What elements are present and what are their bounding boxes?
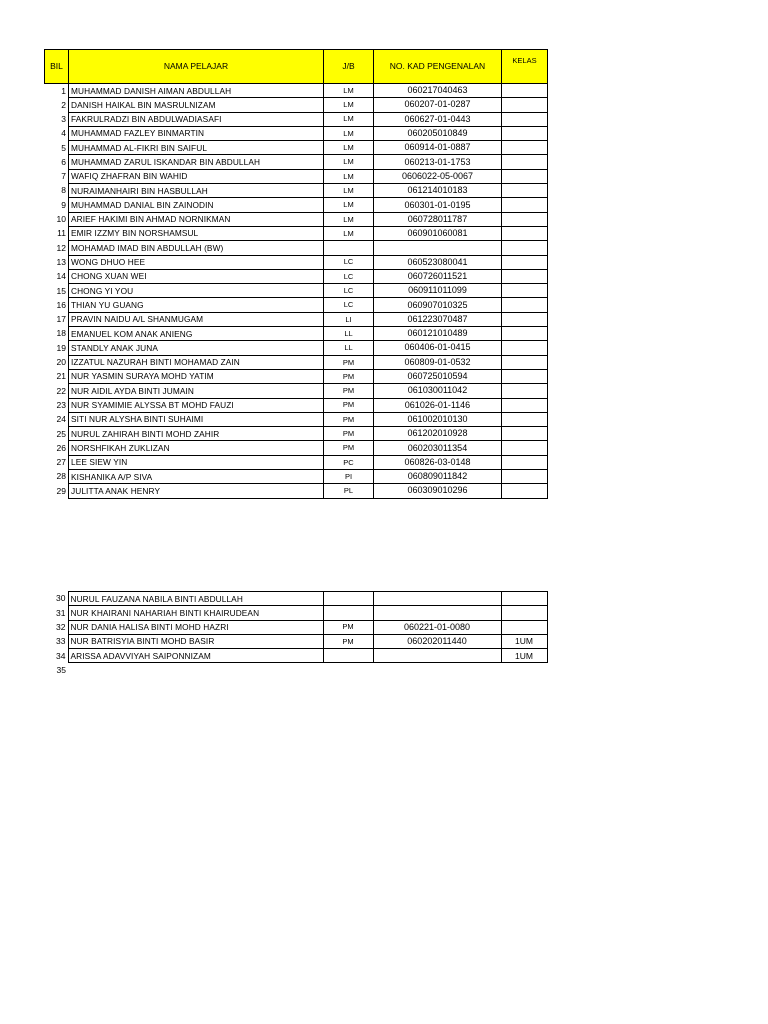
- cell-kelas: [502, 455, 548, 469]
- cell-bil: 11: [57, 228, 66, 239]
- cell-ic: [373, 649, 501, 663]
- cell-jb: LM: [324, 198, 374, 212]
- student-table-main: [44, 49, 548, 499]
- cell-bil: 35: [56, 664, 66, 675]
- cell-jb: [323, 649, 373, 663]
- cell-ic: 060221-01-0080: [373, 620, 501, 634]
- cell-kelas: [502, 284, 548, 298]
- cell-bil: 23: [56, 399, 66, 410]
- cell-bil: 22: [56, 385, 66, 396]
- cell-bil: 28: [56, 471, 66, 482]
- cell-kelas: [502, 441, 548, 455]
- table-row: [45, 441, 548, 455]
- cell-kelas: [502, 484, 548, 498]
- cell-kelas: 1UM: [501, 649, 547, 663]
- cell-nama: NORSHFIKAH ZUKLIZAN: [69, 441, 324, 455]
- cell-nama: ARISSA ADAVVIYAH SAIPONNIZAM: [68, 649, 323, 663]
- cell-ic: 060911011099: [374, 284, 502, 298]
- cell-kelas: [502, 412, 548, 426]
- cell-nama: MUHAMMAD DANISH AIMAN ABDULLAH: [69, 84, 324, 98]
- table-row: [45, 470, 548, 484]
- cell-nama: ARIEF HAKIMI BIN AHMAD NORNIKMAN: [69, 212, 324, 226]
- table-row: [45, 369, 548, 383]
- cell-kelas: [502, 470, 548, 484]
- cell-jb: LL: [324, 341, 374, 355]
- cell-bil: 5: [61, 142, 66, 153]
- cell-ic: 060725010594: [374, 369, 502, 383]
- table-row: [45, 384, 548, 398]
- cell-bil: 9: [61, 199, 66, 210]
- cell-nama: CHONG XUAN WEI: [69, 269, 324, 283]
- cell-nama: MUHAMMAD ZARUL ISKANDAR BIN ABDULLAH: [69, 155, 324, 169]
- table-row: [45, 312, 548, 326]
- cell-bil: 1: [61, 85, 66, 96]
- cell-ic: 060809-01-0532: [374, 355, 502, 369]
- table-row: [45, 241, 548, 255]
- cell-ic: 060726011521: [374, 269, 502, 283]
- cell-jb: PM: [323, 634, 373, 648]
- cell-kelas: [502, 169, 548, 183]
- cell-ic: 060728011787: [374, 212, 502, 226]
- table-row: [44, 592, 547, 606]
- cell-jb: PI: [324, 470, 374, 484]
- cell-nama: EMANUEL KOM ANAK ANIENG: [69, 327, 324, 341]
- cell-kelas: [501, 606, 547, 620]
- cell-kelas: [502, 355, 548, 369]
- cell-bil: 3: [61, 113, 66, 124]
- table-row: [44, 620, 547, 634]
- cell-nama: NURUL FAUZANA NABILA BINTI ABDULLAH: [68, 592, 323, 606]
- table-row: [44, 663, 547, 677]
- cell-bil: 30: [56, 593, 66, 604]
- cell-ic: 060914-01-0887: [374, 141, 502, 155]
- cell-kelas: 1UM: [501, 634, 547, 648]
- cell-ic: 060627-01-0443: [374, 112, 502, 126]
- cell-jb: PL: [324, 484, 374, 498]
- cell-bil: 16: [56, 299, 66, 310]
- cell-jb: PM: [324, 384, 374, 398]
- cell-bil: 12: [56, 242, 66, 253]
- cell-kelas: [502, 269, 548, 283]
- cell-ic: 060202011440: [373, 634, 501, 648]
- cell-kelas: [501, 592, 547, 606]
- cell-nama: NURUL ZAHIRAH BINTI MOHD ZAHIR: [69, 427, 324, 441]
- cell-jb: LM: [324, 84, 374, 98]
- cell-ic: 060121010489: [374, 327, 502, 341]
- table-row: [45, 412, 548, 426]
- cell-bil: 10: [56, 214, 66, 225]
- header-ic: NO. KAD PENGENALAN: [374, 50, 502, 84]
- cell-kelas: [502, 312, 548, 326]
- cell-kelas: [502, 398, 548, 412]
- cell-nama: NUR BATRISYIA BINTI MOHD BASIR: [68, 634, 323, 648]
- cell-jb: LC: [324, 269, 374, 283]
- cell-bil: 24: [56, 414, 66, 425]
- cell-bil: 7: [61, 171, 66, 182]
- cell-kelas: [502, 241, 548, 255]
- cell-nama: EMIR IZZMY BIN NORSHAMSUL: [69, 226, 324, 240]
- table-row: [45, 298, 548, 312]
- table-row: [45, 112, 548, 126]
- cell-bil: 33: [56, 636, 66, 647]
- header-jb: J/B: [324, 50, 374, 84]
- cell-ic: 061214010183: [374, 184, 502, 198]
- cell-ic: 060217040463: [374, 84, 502, 98]
- cell-jb: PM: [324, 369, 374, 383]
- cell-jb: PM: [324, 355, 374, 369]
- cell-jb: LM: [324, 155, 374, 169]
- table-row: [45, 84, 548, 98]
- cell-ic: 061030011042: [374, 384, 502, 398]
- cell-nama: DANISH HAIKAL BIN MASRULNIZAM: [69, 98, 324, 112]
- cell-bil: 34: [56, 650, 66, 661]
- cell-bil: 8: [61, 185, 66, 196]
- cell-kelas: [502, 341, 548, 355]
- cell-kelas: [501, 620, 547, 634]
- cell-bil: 4: [61, 128, 66, 139]
- cell-ic: 061002010130: [374, 412, 502, 426]
- cell-jb: LM: [324, 126, 374, 140]
- cell-ic: 060406-01-0415: [374, 341, 502, 355]
- cell-kelas: [502, 327, 548, 341]
- table-row: [45, 484, 548, 498]
- cell-bil: 21: [56, 371, 66, 382]
- table-row: [45, 169, 548, 183]
- cell-jb: PM: [324, 412, 374, 426]
- cell-nama: THIAN YU GUANG: [69, 298, 324, 312]
- cell-kelas: [502, 98, 548, 112]
- cell-ic: [373, 663, 501, 677]
- cell-jb: LM: [324, 169, 374, 183]
- table-row: [44, 606, 547, 620]
- cell-jb: LM: [324, 141, 374, 155]
- cell-ic: 060205010849: [374, 126, 502, 140]
- cell-ic: 061026-01-1146: [374, 398, 502, 412]
- cell-kelas: [502, 369, 548, 383]
- cell-bil: 18: [56, 328, 66, 339]
- table-row: [45, 398, 548, 412]
- cell-jb: [323, 592, 373, 606]
- cell-kelas: [502, 184, 548, 198]
- cell-jb: PM: [324, 398, 374, 412]
- cell-nama: [68, 663, 323, 677]
- cell-jb: LM: [324, 212, 374, 226]
- cell-ic: 060523080041: [374, 255, 502, 269]
- cell-bil: 13: [56, 256, 66, 267]
- cell-jb: LL: [324, 327, 374, 341]
- cell-nama: NUR AIDIL AYDA BINTI JUMAIN: [69, 384, 324, 398]
- cell-nama: NUR KHAIRANI NAHARIAH BINTI KHAIRUDEAN: [68, 606, 323, 620]
- cell-jb: LI: [324, 312, 374, 326]
- cell-ic: 060901060081: [374, 226, 502, 240]
- cell-bil: 29: [56, 485, 66, 496]
- table-row: [45, 269, 548, 283]
- cell-bil: 32: [56, 621, 66, 632]
- cell-nama: CHONG YI YOU: [69, 284, 324, 298]
- cell-bil: 26: [56, 442, 66, 453]
- cell-ic: 060203011354: [374, 441, 502, 455]
- cell-ic: 0606022-05-0067: [374, 169, 502, 183]
- student-table-extra: [44, 591, 548, 677]
- cell-bil: 2: [61, 99, 66, 110]
- table-row: [45, 355, 548, 369]
- table-row: [45, 198, 548, 212]
- cell-kelas: [502, 84, 548, 98]
- cell-nama: MOHAMAD IMAD BIN ABDULLAH (BW): [69, 241, 324, 255]
- cell-nama: STANDLY ANAK JUNA: [69, 341, 324, 355]
- cell-bil: 6: [61, 156, 66, 167]
- cell-nama: LEE SIEW YIN: [69, 455, 324, 469]
- cell-jb: PM: [324, 441, 374, 455]
- cell-nama: SITI NUR ALYSHA BINTI SUHAIMI: [69, 412, 324, 426]
- cell-bil: 31: [56, 607, 66, 618]
- cell-jb: LC: [324, 284, 374, 298]
- cell-jb: LC: [324, 298, 374, 312]
- table-row: [45, 155, 548, 169]
- cell-jb: [324, 241, 374, 255]
- cell-nama: WAFIQ ZHAFRAN BIN WAHID: [69, 169, 324, 183]
- table-row: [45, 184, 548, 198]
- cell-kelas: [502, 384, 548, 398]
- cell-jb: LM: [324, 98, 374, 112]
- cell-jb: LM: [324, 226, 374, 240]
- cell-nama: NURAIMANHAIRI BIN HASBULLAH: [69, 184, 324, 198]
- cell-ic: [373, 606, 501, 620]
- cell-nama: PRAVIN NAIDU A/L SHANMUGAM: [69, 312, 324, 326]
- cell-nama: MUHAMMAD DANIAL BIN ZAINODIN: [69, 198, 324, 212]
- cell-kelas: [502, 126, 548, 140]
- cell-jb: PM: [323, 620, 373, 634]
- cell-kelas: [502, 112, 548, 126]
- cell-bil: 20: [56, 357, 66, 368]
- cell-bil: 25: [56, 428, 66, 439]
- cell-kelas: [501, 663, 547, 677]
- table-row: [45, 327, 548, 341]
- table-row: [45, 126, 548, 140]
- cell-nama: NUR DANIA HALISA BINTI MOHD HAZRI: [68, 620, 323, 634]
- cell-nama: MUHAMMAD FAZLEY BINMARTIN: [69, 126, 324, 140]
- cell-nama: KISHANIKA A/P SIVA: [69, 470, 324, 484]
- cell-bil: 14: [56, 271, 66, 282]
- cell-nama: WONG DHUO HEE: [69, 255, 324, 269]
- cell-nama: JULITTA ANAK HENRY: [69, 484, 324, 498]
- table-row: [45, 427, 548, 441]
- cell-jb: LC: [324, 255, 374, 269]
- cell-ic: [373, 592, 501, 606]
- cell-jb: PM: [324, 427, 374, 441]
- cell-ic: 060907010325: [374, 298, 502, 312]
- cell-ic: [374, 241, 502, 255]
- cell-kelas: [502, 298, 548, 312]
- cell-jb: [323, 606, 373, 620]
- cell-nama: FAKRULRADZI BIN ABDULWADIASAFI: [69, 112, 324, 126]
- cell-ic: 061223070487: [374, 312, 502, 326]
- cell-bil: 17: [56, 314, 66, 325]
- table-row: [45, 255, 548, 269]
- table-row: [45, 341, 548, 355]
- table-row: [45, 226, 548, 240]
- cell-jb: PC: [324, 455, 374, 469]
- table-row: [45, 284, 548, 298]
- cell-kelas: [502, 427, 548, 441]
- header-bil: BIL: [45, 50, 69, 84]
- cell-ic: 060207-01-0287: [374, 98, 502, 112]
- table-row: [45, 141, 548, 155]
- cell-nama: NUR SYAMIMIE ALYSSA BT MOHD FAUZI: [69, 398, 324, 412]
- cell-kelas: [502, 198, 548, 212]
- cell-ic: 060826-03-0148: [374, 455, 502, 469]
- cell-nama: MUHAMMAD AL-FIKRI BIN SAIFUL: [69, 141, 324, 155]
- table-row: [45, 212, 548, 226]
- cell-bil: 27: [56, 457, 66, 468]
- cell-ic: 061202010928: [374, 427, 502, 441]
- cell-kelas: [502, 226, 548, 240]
- cell-ic: 060213-01-1753: [374, 155, 502, 169]
- cell-jb: LM: [324, 184, 374, 198]
- cell-ic: 060809011842: [374, 470, 502, 484]
- cell-ic: 060301-01-0195: [374, 198, 502, 212]
- table-row: [45, 455, 548, 469]
- cell-kelas: [502, 141, 548, 155]
- cell-kelas: [502, 255, 548, 269]
- cell-nama: NUR YASMIN SURAYA MOHD YATIM: [69, 369, 324, 383]
- cell-jb: [323, 663, 373, 677]
- table-header-row: [45, 50, 548, 84]
- header-nama: NAMA PELAJAR: [69, 50, 324, 84]
- cell-nama: IZZATUL NAZURAH BINTI MOHAMAD ZAIN: [69, 355, 324, 369]
- cell-jb: LM: [324, 112, 374, 126]
- cell-kelas: [502, 212, 548, 226]
- table-row: [44, 634, 547, 648]
- table-row: [44, 649, 547, 663]
- cell-bil: 19: [56, 342, 66, 353]
- header-kelas: KELAS: [502, 50, 548, 84]
- cell-ic: 060309010296: [374, 484, 502, 498]
- table-row: [45, 98, 548, 112]
- cell-kelas: [502, 155, 548, 169]
- cell-bil: 15: [56, 285, 66, 296]
